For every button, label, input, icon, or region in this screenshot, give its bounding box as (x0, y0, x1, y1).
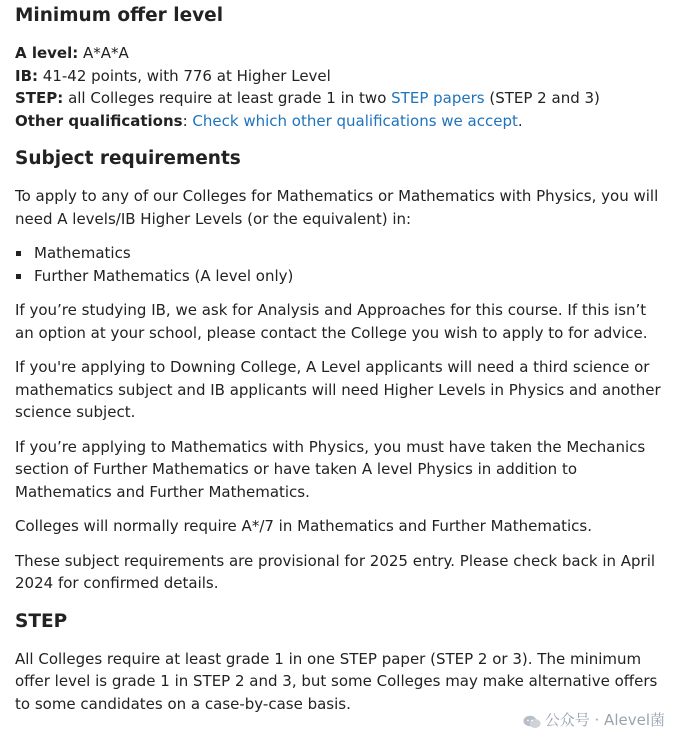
ib-value: 41-42 points, with 776 at Higher Level (42, 66, 331, 85)
bullet-square-icon (16, 251, 21, 256)
subject-list (15, 242, 661, 287)
other-qualifications-label: Other qualifications (15, 111, 183, 130)
a-level-label: A level: (15, 44, 79, 62)
list-item (15, 242, 661, 265)
other-qualifications-link[interactable]: Check which other qualifications we accept (192, 111, 518, 130)
offer-details (15, 42, 661, 132)
step-heading: STEP (15, 610, 68, 632)
subject-requirements-heading: Subject requirements (15, 148, 241, 169)
ib-label: IB: (15, 66, 39, 85)
step-text-after: (STEP 2 and 3) (489, 89, 600, 107)
other-qualifications-colon: : (182, 111, 188, 130)
bullet-square-icon (16, 274, 21, 279)
step-label: STEP: (15, 89, 64, 107)
step-paragraph: All Colleges require at least grade 1 in one STEP paper (STEP 2 or 3). The minimum offer level is grade 1 in STEP 2 and 3, but some Colleges may make alternative offers to some candidates on a case-by-case basis. (15, 649, 658, 713)
ib-paragraph: If you’re studying IB, we ask for Analysis and Approaches for this course. If this isn’t an option at your school, please contact the College you wish to apply to for advice. (15, 301, 648, 342)
step-text-before: all Colleges require at least grade 1 in two (68, 89, 387, 107)
subject-requirements-intro: To apply to any of our Colleges for Mathematics or Mathematics with Physics, you will need A levels/IB Higher Levels (or the equivalent) in: (15, 187, 659, 228)
ib-line (15, 65, 661, 88)
grades-paragraph: Colleges will normally require A*/7 in Mathematics and Further Mathematics. (15, 517, 593, 535)
other-qualifications-line (15, 110, 661, 133)
watermark (523, 709, 665, 732)
list-item (15, 265, 661, 288)
step-papers-link[interactable]: STEP papers (391, 89, 485, 107)
a-level-line (15, 42, 661, 65)
minimum-offer-heading: Minimum offer level (15, 5, 224, 26)
watermark-text: 公众号 · Alevel菌 (544, 710, 665, 729)
subject-further-mathematics: Further Mathematics (A level only) (34, 266, 294, 285)
wechat-icon (523, 713, 541, 727)
subject-mathematics: Mathematics (34, 244, 131, 262)
downing-paragraph: If you're applying to Downing College, A Level applicants will need a third science or mathematics subject and IB applicants will need Higher Levels in Physics and another science subject. (15, 358, 661, 421)
provisional-paragraph: These subject requirements are provisional for 2025 entry. Please check back in April 2024 for confirmed details. (15, 551, 656, 592)
other-qualifications-end: . (517, 111, 523, 130)
physics-paragraph: If you’re applying to Mathematics with Physics, you must have taken the Mechanics section of Further Mathematics or have taken A level Physics in addition to Mathematics and Further Mathematics. (15, 437, 646, 501)
step-line (15, 87, 661, 110)
a-level-value: A*A*A (83, 44, 129, 62)
